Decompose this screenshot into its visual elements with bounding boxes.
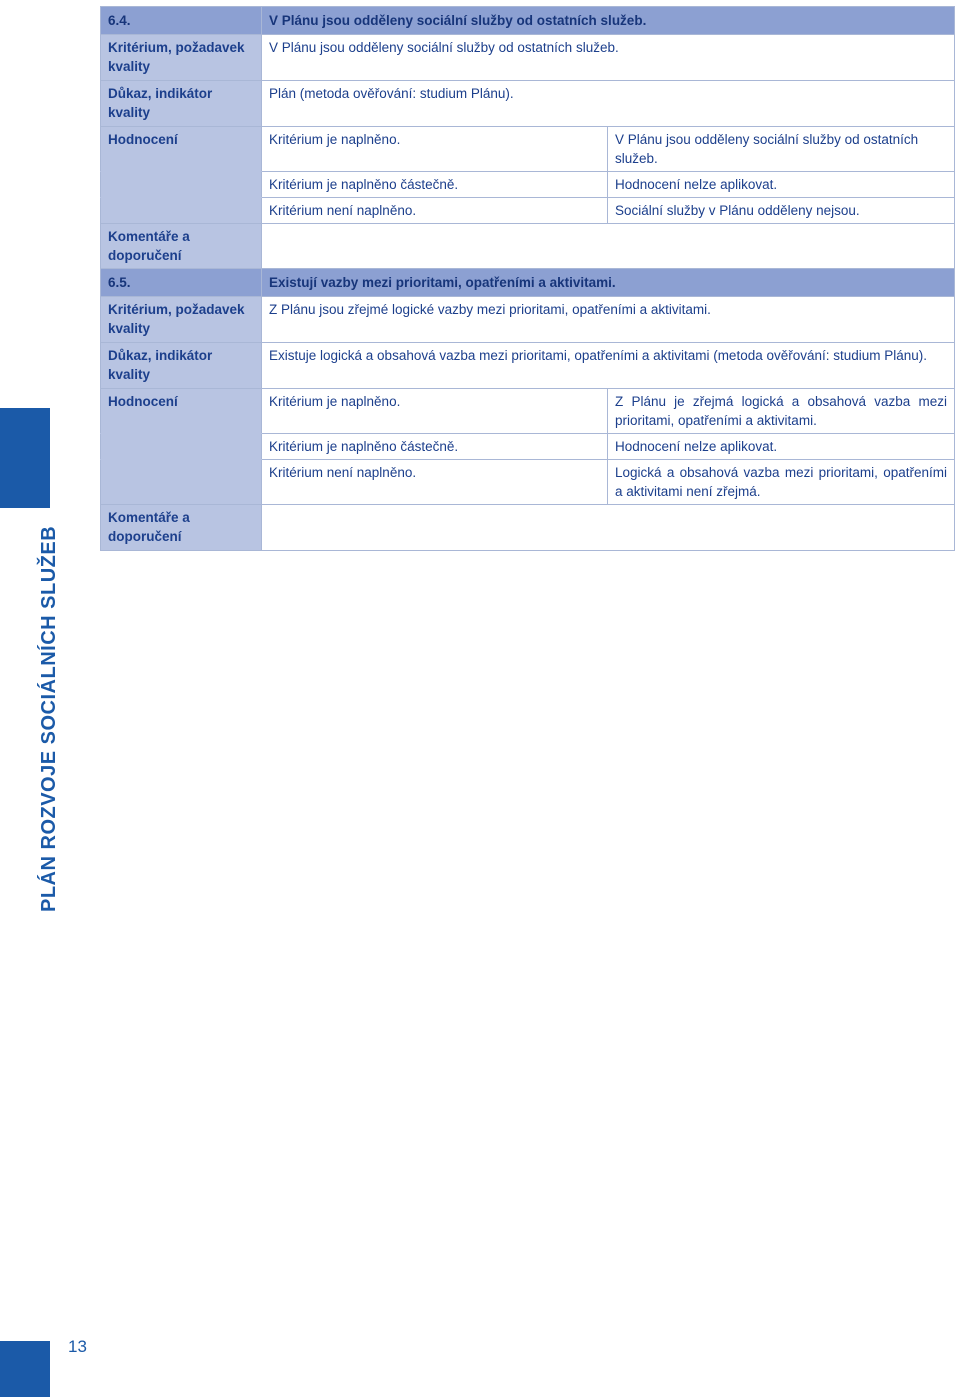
criterion-table-6-4: [100, 6, 955, 270]
evidence-label: Důkaz, indikátor kvality: [101, 343, 262, 389]
rating-level: Kritérium je naplněno.: [262, 389, 608, 434]
comments-field: [262, 224, 955, 270]
comments-label: Komentáře a doporučení: [101, 505, 262, 551]
comments-row: [101, 505, 955, 551]
rating-level: Kritérium je naplněno částečně.: [262, 172, 608, 198]
rating-level: Kritérium je naplněno.: [262, 127, 608, 172]
rating-label: Hodnocení: [101, 127, 262, 172]
rating-description: Logická a obsahová vazba mezi prioritami, opatřeními a aktivitami není zřejmá.: [608, 460, 955, 505]
rating-label: Hodnocení: [101, 389, 262, 434]
rating-row: [101, 389, 955, 434]
side-accent-bar-top: [0, 408, 50, 508]
evidence-label: Důkaz, indikátor kvality: [101, 81, 262, 127]
comments-field: [262, 505, 955, 551]
evidence-row: [101, 81, 955, 127]
section-title: V Plánu jsou odděleny sociální služby od ostatních služeb.: [262, 7, 955, 35]
comments-row: [101, 224, 955, 270]
section-header-row: [101, 7, 955, 35]
rating-row: [101, 460, 955, 505]
rating-label-continuation: [101, 434, 262, 460]
evidence-row: [101, 343, 955, 389]
criterion-label: Kritérium, požadavek kvality: [101, 297, 262, 343]
section-number: 6.5.: [101, 269, 262, 297]
criterion-label: Kritérium, požadavek kvality: [101, 35, 262, 81]
rating-row: [101, 172, 955, 198]
criterion-text: Z Plánu jsou zřejmé logické vazby mezi prioritami, opatřeními a aktivitami.: [262, 297, 955, 343]
rating-description: Hodnocení nelze aplikovat.: [608, 434, 955, 460]
rating-row: [101, 198, 955, 224]
rating-level: Kritérium není naplněno.: [262, 460, 608, 505]
rating-row: [101, 127, 955, 172]
side-accent-bar-bottom: [0, 1341, 50, 1397]
document-side-title: PLÁN ROZVOJE SOCIÁLNÍCH SLUŽEB: [38, 525, 60, 912]
page-number: 13: [68, 1337, 87, 1356]
section-number: 6.4.: [101, 7, 262, 35]
evidence-text: Existuje logická a obsahová vazba mezi prioritami, opatřeními a aktivitami (metoda ověřování: studium Plánu).: [262, 343, 955, 389]
criterion-row: [101, 297, 955, 343]
rating-level: Kritérium je naplněno částečně.: [262, 434, 608, 460]
rating-description: V Plánu jsou odděleny sociální služby od ostatních služeb.: [608, 127, 955, 172]
evidence-text: Plán (metoda ověřování: studium Plánu).: [262, 81, 955, 127]
rating-label-continuation: [101, 198, 262, 224]
rating-description: Z Plánu je zřejmá logická a obsahová vazba mezi prioritami, opatřeními a aktivitami.: [608, 389, 955, 434]
section-title: Existují vazby mezi prioritami, opatřeními a aktivitami.: [262, 269, 955, 297]
criterion-text: V Plánu jsou odděleny sociální služby od ostatních služeb.: [262, 35, 955, 81]
criterion-row: [101, 35, 955, 81]
criterion-table-6-5: [100, 268, 955, 551]
rating-label-continuation: [101, 172, 262, 198]
rating-description: Hodnocení nelze aplikovat.: [608, 172, 955, 198]
section-header-row: [101, 269, 955, 297]
comments-label: Komentáře a doporučení: [101, 224, 262, 270]
rating-row: [101, 434, 955, 460]
rating-level: Kritérium není naplněno.: [262, 198, 608, 224]
rating-description: Sociální služby v Plánu odděleny nejsou.: [608, 198, 955, 224]
rating-label-continuation: [101, 460, 262, 505]
